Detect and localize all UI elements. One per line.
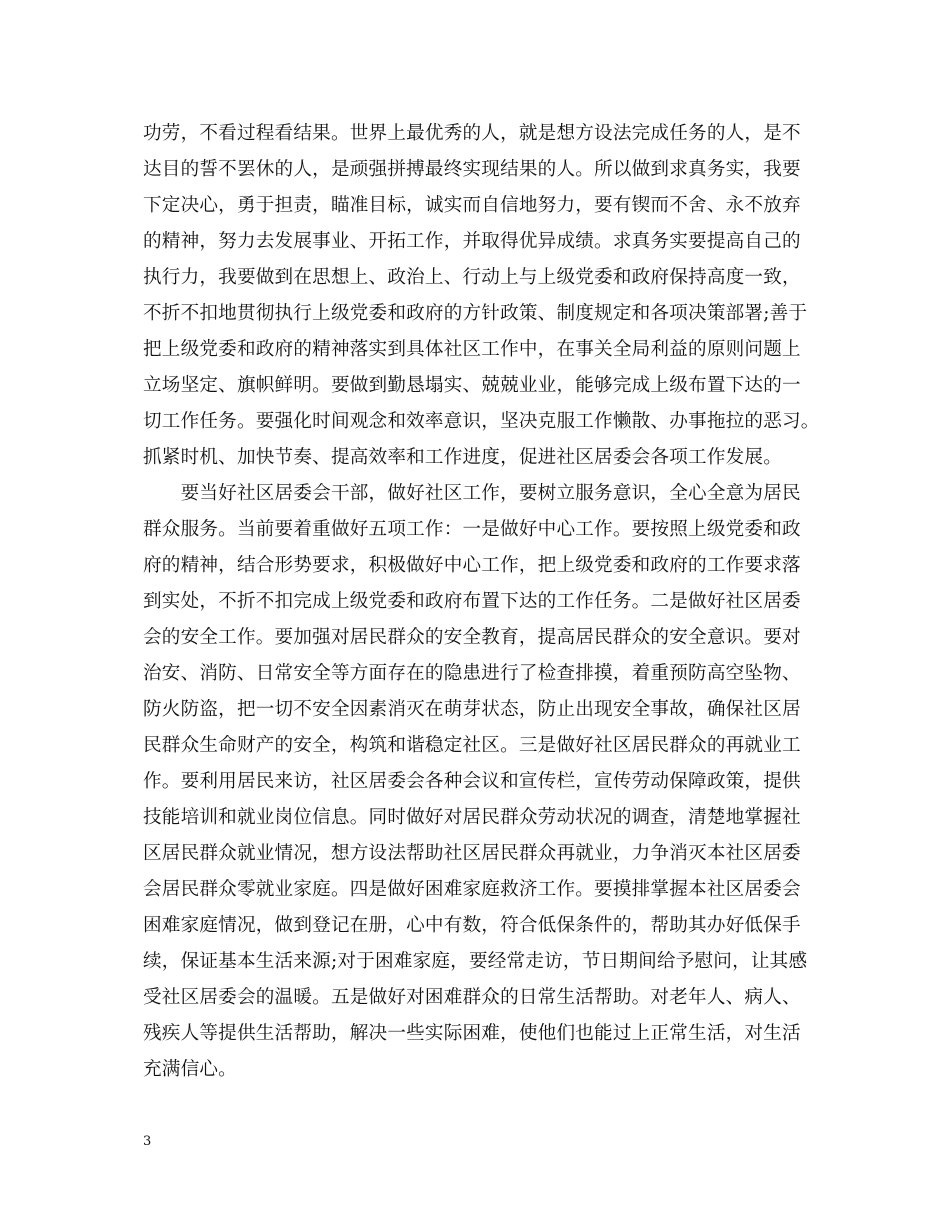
text-line: 切工作任务。要强化时间观念和效率意识，坚决克服工作懒散、办事拖拉的恶习。 xyxy=(143,411,820,432)
text-line: 执行力，我要做到在思想上、政治上、行动上与上级党委和政府保持高度一致， xyxy=(143,267,801,288)
text-line: 要当好社区居委会干部，做好社区工作，要树立服务意识，全心全意为居民 xyxy=(143,483,801,504)
text-line: 功劳，不看过程看结果。世界上最优秀的人，就是想方设法完成任务的人，是不 xyxy=(143,123,801,144)
text-line: 府的精神，结合形势要求，积极做好中心工作，把上级党委和政府的工作要求落 xyxy=(143,555,801,576)
text-line: 群众服务。当前要着重做好五项工作：一是做好中心工作。要按照上级党委和政 xyxy=(143,519,801,540)
text-line: 抓紧时机、加快节奏、提高效率和工作进度，促进社区居委会各项工作发展。 xyxy=(143,447,782,468)
text-line: 达目的誓不罢休的人，是顽强拼搏最终实现结果的人。所以做到求真务实，我要 xyxy=(143,159,801,180)
text-line: 到实处，不折不扣完成上级党委和政府布置下达的工作任务。二是做好社区居委 xyxy=(143,591,801,612)
text-line: 残疾人等提供生活帮助，解决一些实际困难，使他们也能过上正常生活，对生活 xyxy=(143,1023,801,1044)
text-line: 把上级党委和政府的精神落实到具体社区工作中，在事关全局利益的原则问题上 xyxy=(143,339,801,360)
text-line: 会居民群众零就业家庭。四是做好困难家庭救济工作。要摸排掌握本社区居委会 xyxy=(143,879,801,900)
text-line: 下定决心，勇于担责，瞄准目标，诚实而自信地努力，要有锲而不舍、永不放弃 xyxy=(143,195,801,216)
text-line: 技能培训和就业岗位信息。同时做好对居民群众劳动状况的调查，清楚地掌握社 xyxy=(143,807,801,828)
text-line: 防火防盗，把一切不安全因素消灭在萌芽状态，防止出现安全事故，确保社区居 xyxy=(143,699,801,720)
text-line: 区居民群众就业情况，想方设法帮助社区居民群众再就业，力争消灭本社区居委 xyxy=(143,843,801,864)
text-line: 不折不扣地贯彻执行上级党委和政府的方针政策、制度规定和各项决策部署;善于 xyxy=(143,303,808,324)
text-line: 续，保证基本生活来源;对于困难家庭，要经常走访，节日期间给予慰问，让其感 xyxy=(143,951,808,972)
text-line: 受社区居委会的温暖。五是做好对困难群众的日常生活帮助。对老年人、病人、 xyxy=(143,987,801,1008)
text-line: 困难家庭情况，做到登记在册，心中有数，符合低保条件的，帮助其办好低保手 xyxy=(143,915,801,936)
text-line: 作。要利用居民来访，社区居委会各种会议和宣传栏，宣传劳动保障政策，提供 xyxy=(143,771,801,792)
text-line: 会的安全工作。要加强对居民群众的安全教育，提高居民群众的安全意识。要对 xyxy=(143,627,801,648)
body-text xyxy=(143,116,823,1088)
text-line: 治安、消防、日常安全等方面存在的隐患进行了检查排摸，着重预防高空坠物、 xyxy=(143,663,801,684)
text-line: 立场坚定、旗帜鲜明。要做到勤恳塌实、兢兢业业，能够完成上级布置下达的一 xyxy=(143,375,801,396)
page-number: 3 xyxy=(143,1134,152,1149)
text-line: 充满信心。 xyxy=(143,1059,237,1080)
text-line: 民群众生命财产的安全，构筑和谐稳定社区。三是做好社区居民群众的再就业工 xyxy=(143,735,801,756)
text-line: 的精神，努力去发展事业、开拓工作，并取得优异成绩。求真务实要提高自己的 xyxy=(143,231,801,252)
